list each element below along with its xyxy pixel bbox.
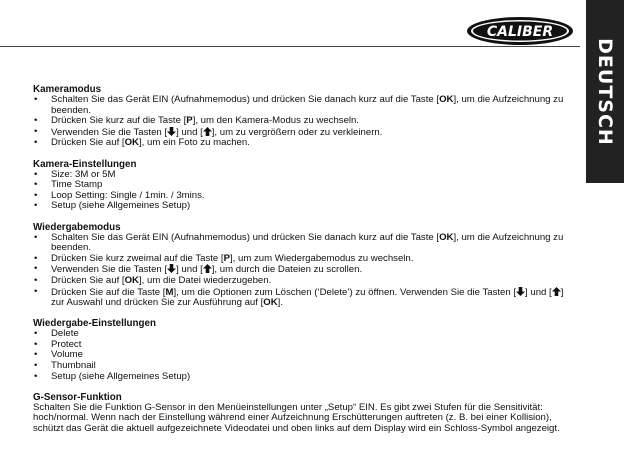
bullet-list xyxy=(33,329,579,382)
text-run: Setup (siehe Allgemeines Setup) xyxy=(51,370,191,382)
text-run: Schalten Sie das Gerät EIN (Aufnahmemodus) und drücken Sie danach kurz auf die Taste [ xyxy=(51,94,440,105)
text-run: Time Stamp xyxy=(51,179,103,191)
text-run: ] und [ xyxy=(176,264,203,276)
text-run: Verwenden Sie die Tasten [ xyxy=(51,126,168,138)
list-item xyxy=(33,350,579,361)
bullet-list xyxy=(33,170,579,212)
text-run: Verwenden Sie die Tasten [ xyxy=(51,264,168,276)
arrow-up-icon xyxy=(552,287,561,296)
language-tab-label: DEUTSCH xyxy=(594,37,616,146)
section-title: Wiedergabe-Einstellungen xyxy=(33,318,156,330)
list-item xyxy=(33,95,579,116)
text-run: ], um ein Foto zu machen. xyxy=(138,137,250,149)
key-label: OK xyxy=(124,137,139,149)
text-run: ], um die Aufzeichnung zu beenden. xyxy=(51,94,564,116)
text-run: Drücken Sie auf die Taste [ xyxy=(51,286,166,298)
text-run: Drücken Sie kurz zweimal auf die Taste [ xyxy=(51,252,224,264)
list-item xyxy=(33,138,579,149)
text-run: Schalten Sie das Gerät EIN (Aufnahmemodus) und drücken Sie danach kurz auf die Taste [ xyxy=(51,231,440,243)
text-run: Protect xyxy=(51,338,82,350)
list-item xyxy=(33,276,579,287)
list-item xyxy=(33,233,579,254)
list-item xyxy=(33,340,579,351)
section xyxy=(33,392,579,435)
arrow-down-icon xyxy=(167,264,176,273)
section xyxy=(33,159,579,212)
arrow-up-icon xyxy=(203,264,212,273)
caliber-logo xyxy=(466,16,574,46)
text-run: ], um durch die Dateien zu scrollen. xyxy=(211,264,363,276)
language-tab xyxy=(586,0,624,183)
key-label: M xyxy=(165,286,174,298)
text-run: Size: 3M or 5M xyxy=(51,168,116,180)
list-item xyxy=(33,201,579,212)
key-label: P xyxy=(186,115,193,127)
section xyxy=(33,318,579,382)
key-label: OK xyxy=(263,297,278,309)
text-run: Loop Setting: Single / 1min. / 3mins. xyxy=(51,189,205,201)
key-label: OK xyxy=(439,94,454,105)
header-divider xyxy=(0,46,580,47)
text-run: Thumbnail xyxy=(51,360,96,372)
list-item xyxy=(33,254,579,265)
section-title: G-Sensor-Funktion xyxy=(33,391,122,403)
arrow-up-icon xyxy=(203,127,212,136)
bullet-list xyxy=(33,95,579,149)
list-item xyxy=(33,287,579,309)
manual-content xyxy=(33,84,579,444)
list-item xyxy=(33,372,579,383)
text-run: Setup (siehe Allgemeines Setup) xyxy=(51,200,191,212)
text-run: ] zur Auswahl und drücken Sie zur Ausführung auf [ xyxy=(51,286,564,309)
section-title: Kameramodus xyxy=(33,84,102,95)
key-label: OK xyxy=(439,231,454,243)
list-item xyxy=(33,116,579,127)
text-run: ], um die Datei wiederzugeben. xyxy=(138,274,272,286)
arrow-down-icon xyxy=(516,287,525,296)
section xyxy=(33,222,579,309)
text-run: Drücken Sie auf [ xyxy=(51,137,125,149)
text-run: ] und [ xyxy=(176,126,203,138)
text-run: Delete xyxy=(51,328,79,340)
text-run: Drücken Sie auf [ xyxy=(51,274,125,286)
section-title: Kamera-Einstellungen xyxy=(33,158,137,170)
section-paragraph: Schalten Sie die Funktion G-Sensor in den Menüeinstellungen unter „Setup“ EIN. Es gibt zwei Stufen für die Sensitivität: hoch/normal. Wenn nach der Einstellung während einer Aufzeichnung Erschütterungen auftreten (z. B. bei einer Kollision), schützt das Gerät die aktuell aufgezeichnete Videodatei und oben links auf dem Display wird ein Schloss-Symbol angezeigt. xyxy=(33,401,560,435)
text-run: Volume xyxy=(51,349,83,361)
list-item xyxy=(33,170,579,181)
section-title: Wiedergabemodus xyxy=(33,221,121,233)
key-label: OK xyxy=(124,274,139,286)
section xyxy=(33,84,579,149)
bullet-list xyxy=(33,233,579,309)
text-run: ], um zum Wiedergabemodus zu wechseln. xyxy=(230,252,414,264)
logo-text: CALIBER xyxy=(486,24,554,40)
text-run: ], um die Aufzeichnung zu beenden. xyxy=(51,231,564,254)
text-run: ]. xyxy=(277,297,283,309)
text-run: ], um den Kamera-Modus zu wechseln. xyxy=(192,115,360,127)
key-label: P xyxy=(223,252,230,264)
text-run: Drücken Sie kurz auf die Taste [ xyxy=(51,115,187,127)
text-run: ], um die Optionen zum Löschen (‘Delete’) zu öffnen. Verwenden Sie die Tasten [ xyxy=(173,286,517,298)
list-item xyxy=(33,329,579,340)
text-run: ], um zu vergrößern oder zu verkleinern. xyxy=(211,126,383,138)
arrow-down-icon xyxy=(167,127,176,136)
text-run: ] und [ xyxy=(525,286,552,298)
